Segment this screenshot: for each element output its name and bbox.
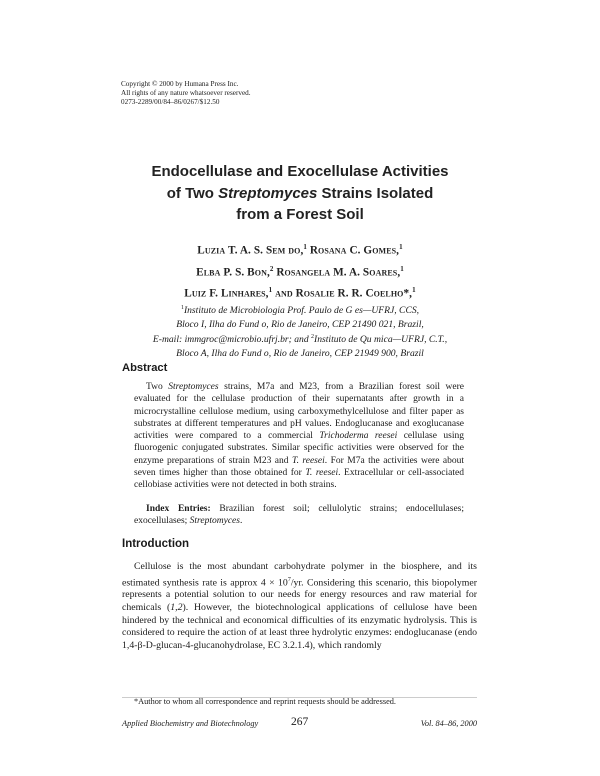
title-text: of Two — [166, 184, 219, 202]
affiliation-email: E-mail: immgroc@microbio.ufrj.br; and — [152, 334, 312, 346]
affiliation-marker: 1 — [400, 264, 404, 273]
affiliation-marker: 1 — [399, 243, 403, 251]
title-line-1: Endocellulase and Exocellulase Activities — [151, 163, 449, 180]
abstract-italic: Trichoderma reesei — [319, 431, 398, 442]
index-entries-text: . — [239, 516, 243, 527]
author-line-2 — [0, 260, 600, 282]
author-list — [0, 238, 600, 303]
affiliations — [0, 302, 600, 361]
index-entries-text: Brazilian forest soil; cellulolytic strains; endocellulases; exocellulases; — [134, 504, 464, 527]
abstract-text: Two — [146, 382, 169, 392]
citation-ref: 1,2 — [170, 602, 183, 614]
exponent: 7 — [287, 576, 291, 583]
author-name: Elba P. S. Bon, — [196, 266, 270, 279]
introduction-heading: Introduction — [122, 538, 190, 550]
rights-line: All rights of any nature whatsoever reserved. — [121, 89, 251, 98]
affiliation-marker: 2 — [269, 264, 274, 273]
abstract-text: . For M7a the activities were about seven times higher than those obtained for — [134, 455, 464, 479]
author-name: Luiz F. Linhares, — [184, 288, 269, 301]
abstract-text: strains, M7a and M23, from a Brazilian forest soil were evaluated for the cellulase production of their supernatants after growth in a microcrystalline cellulose medium, using carboxymethylcellulose and filter paper as substrates at different temperatures and pH values. Endoglucanase and exoglucanase activities were compared to a commercial — [134, 382, 464, 442]
index-entries — [134, 503, 464, 528]
affiliation-line-3 — [0, 331, 600, 347]
affiliation-marker: 1 — [412, 286, 416, 295]
abstract-body — [134, 381, 464, 492]
volume-info: Vol. 84–86, 2000 — [420, 719, 477, 728]
author-name: and Rosalie R. R. Coelho*, — [272, 288, 413, 301]
journal-name: Applied Biochemistry and Biotechnology — [122, 719, 259, 728]
affiliation-marker: 1 — [180, 305, 184, 311]
affiliation-marker: 2 — [311, 334, 315, 341]
abstract-heading: Abstract — [122, 362, 168, 374]
affiliation-text: Instituto de Qu mica—UFRJ, C.T., — [314, 334, 448, 346]
intro-text: Cellulose is the most abundant carbohydrate polymer in the biosphere, and its estimated synthesis rate is approx 4 × 10 — [122, 561, 477, 588]
affiliation-line-1 — [0, 302, 600, 318]
index-entries-label: Index Entries: — [146, 504, 211, 514]
author-line-1 — [0, 238, 600, 260]
author-name: Rosana C. Gomes, — [306, 244, 400, 257]
index-entries-italic: Streptomyces — [189, 516, 240, 527]
affiliation-text: Instituto de Microbiologia Prof. Paulo de G es—UFRJ, CCS, — [183, 305, 420, 317]
affiliation-line-4: Bloco A, Ilha do Fund o, Rio de Janeiro, CEP 21949 900, Brazil — [176, 348, 424, 360]
introduction-body — [122, 561, 477, 652]
title-italic-text: Streptomyces — [218, 184, 318, 202]
page-number: 267 — [291, 716, 309, 728]
abstract-italic: T. reesei — [291, 455, 325, 466]
title-line-2 — [0, 183, 600, 205]
affiliation-marker: 1 — [303, 243, 307, 251]
abstract-italic: Streptomyces — [168, 382, 219, 392]
author-name: Rosangela M. A. Soares, — [273, 266, 401, 279]
title-line-3: from a Forest Soil — [236, 206, 364, 223]
issn-line: 0273-2289/00/84–86/0267/$12.50 — [121, 98, 220, 107]
author-name: Luzia T. A. S. Sem do, — [197, 244, 304, 257]
correspondence-footnote: *Author to whom all correspondence and reprint requests should be addressed. — [134, 697, 396, 706]
author-line-3 — [0, 281, 600, 303]
abstract-text: cellulase using fluorogenic conjugated substrates. Similar specific activities were observed for the enzyme preparations of strain M23 and — [134, 431, 464, 466]
abstract-text: . Extracellular or cell-associated cellobiase activities were not detected in both strains. — [134, 468, 464, 491]
affiliation-marker: 1 — [268, 286, 273, 295]
copyright-line: Copyright © 2000 by Humana Press Inc. — [121, 80, 239, 88]
title-text: Strains Isolated — [317, 184, 434, 202]
copyright-notice — [121, 80, 381, 108]
intro-text: /yr. Considering this scenario, this biopolymer represents a potential solution to our needs for energy resources and raw material for chemicals ( — [122, 576, 477, 614]
abstract-italic: T. reesei — [305, 468, 339, 479]
intro-text: ). However, the biotechnological applications of cellulose have been hindered by the technical and economical difficulties of its enzymatic hydrolysis. This is considered to require the action of at least three hydrolytic enzymes: endoglucanase (endo 1,4-β-D-glucan-4-glucanohydrolase, EC 3.2.1.4), which randomly — [122, 602, 477, 651]
article-title — [0, 161, 600, 226]
affiliation-line-2: Bloco I, Ilha do Fund o, Rio de Janeiro, CEP 21490 021, Brazil, — [176, 318, 424, 330]
